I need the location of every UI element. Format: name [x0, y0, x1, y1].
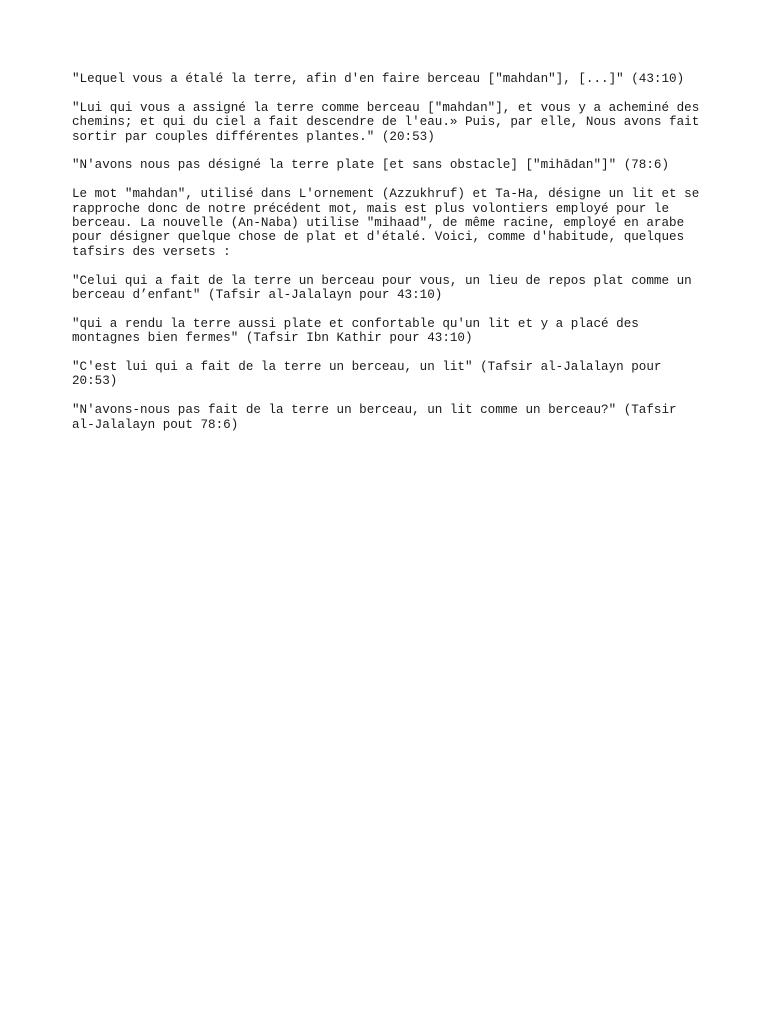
- tafsir-ibn-kathir-43-10: "qui a rendu la terre aussi plate et confortable qu'un lit et y a placé des montagnes bien fermes" (Tafsir Ibn Kathir pour 43:10): [72, 316, 639, 346]
- tafsir-jalalayn-43-10: "Celui qui a fait de la terre un berceau pour vous, un lieu de repos plat comme un berceau d’enfant" (Tafsir al-Jalalayn pour 43:10): [72, 273, 692, 303]
- tafsir-jalalayn-78-6: "N'avons-nous pas fait de la terre un berceau, un lit comme un berceau?" (Tafsir al-Jalalayn pout 78:6): [72, 403, 677, 432]
- quote-43-10: "Lequel vous a étalé la terre, afin d'en faire berceau ["mahdan"], [...]" (43:10): [72, 72, 685, 86]
- quote-78-6: "N'avons nous pas désigné la terre plate [et sans obstacle] ["mihādan"]" (78:6): [72, 158, 670, 173]
- quote-20-53: "Lui qui vous a assigné la terre comme berceau ["mahdan"], et vous y a acheminé des chemins; et qui du ciel a fait descendre de l'eau.» Puis, par elle, Nous avons fait sortir par couples différentes plantes." (20:53): [72, 100, 700, 144]
- tafsir-jalalayn-20-53: "C'est lui qui a fait de la terre un berceau, un lit" (Tafsir al-Jalalayn pour 20:53): [72, 360, 662, 389]
- commentary-paragraph: Le mot "mahdan", utilisé dans L'ornement (Azzukhruf) et Ta-Ha, désigne un lit et se rapproche donc de notre précédent mot, mais est plus volontiers employé pour le berceau. La nouvelle (An-Naba) utilise "mihaad", de même racine, employé en arabe pour désigner quelque chose de plat et d'étalé. Voici, comme d'habitude, quelques tafsirs des versets :: [72, 187, 700, 259]
- document-body: [72, 72, 700, 446]
